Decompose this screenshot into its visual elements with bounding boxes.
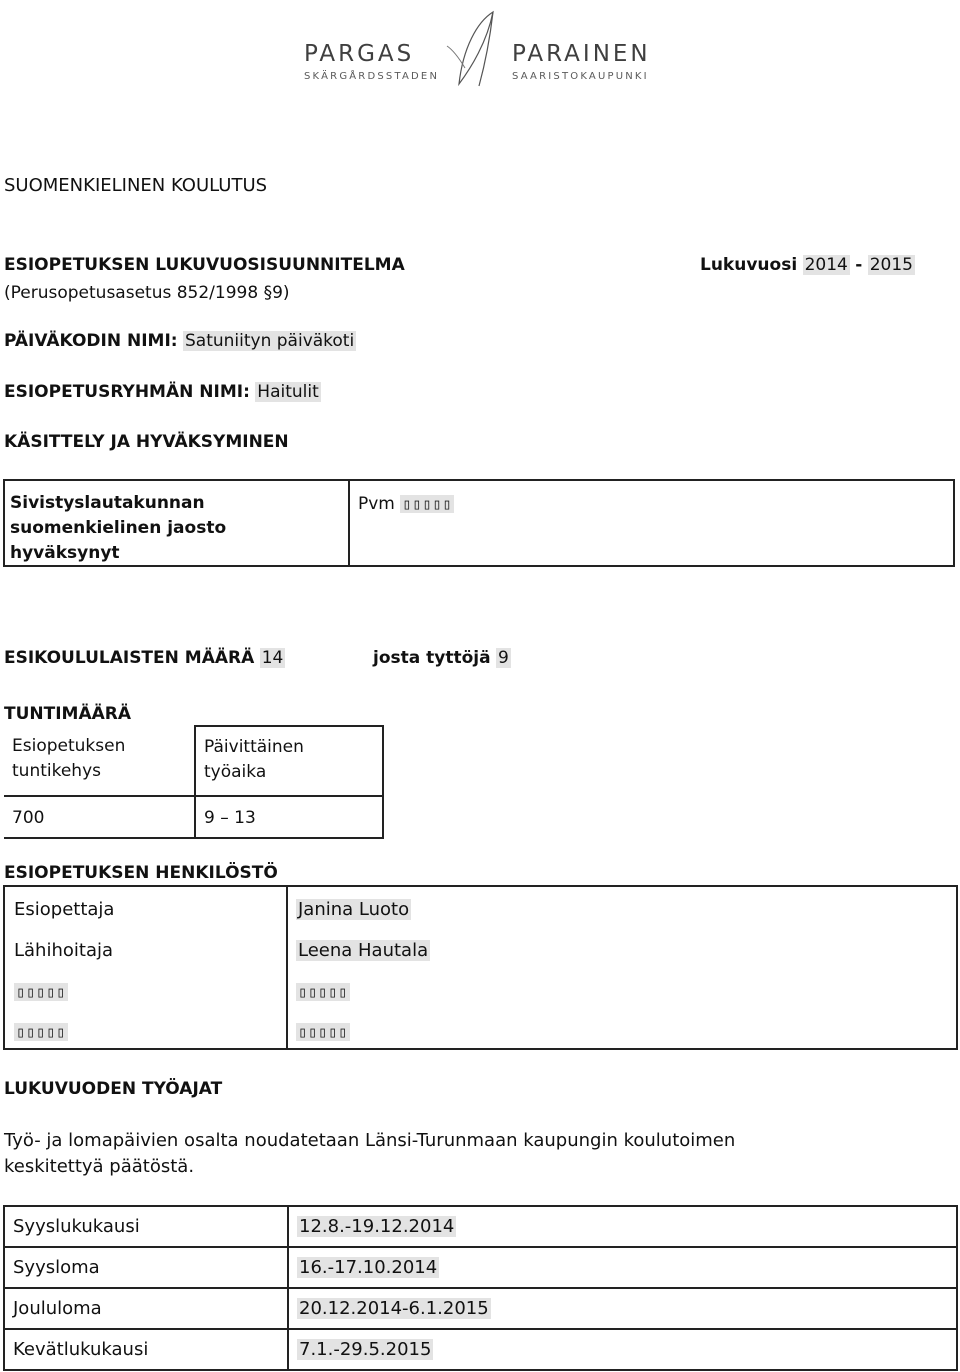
plan-title: ESIOPETUKSEN LUKUVUOSISUUNNITELMA [4,255,405,275]
hours-col1-header [4,726,195,796]
girls-label: josta tyttöjä [373,648,491,668]
hours-col1-header-line: tuntikehys [12,761,101,781]
logo-right-subtitle: SAARISTOKAUPUNKI [512,71,649,82]
school-year-label: Lukuvuosi [700,255,798,275]
period-value-text: 7.1.-29.5.2015 [299,1339,432,1360]
approval-body-line: Sivistyslautakunnan [10,493,205,513]
group-value: Haitulit [257,382,319,402]
table-row [4,1206,957,1247]
worktime-heading: LUKUVUODEN TYÖAJAT [4,1079,223,1099]
period-label: Joululoma [4,1288,288,1329]
pupils-field [4,647,285,669]
hours-col2-value: 9 – 13 [195,796,383,838]
worktime-text-line: keskitettyä päätöstä. [4,1156,195,1177]
school-year-start: 2014 [804,255,848,275]
hours-col1-header-line: Esiopetuksen [12,736,126,756]
period-value-text: 12.8.-19.12.2014 [299,1216,455,1237]
table-row [4,1288,957,1329]
staff-name [296,898,411,922]
staff-name-value: Leena Hautala [298,940,429,961]
staff-heading: ESIOPETUKSEN HENKILÖSTÖ [4,863,278,883]
logo-parainen [512,40,651,84]
hours-heading: TUNTIMÄÄRÄ [4,704,132,724]
staff-table [3,885,958,1050]
kindergarten-field [4,330,356,352]
period-label: Kevätlukukausi [4,1329,288,1370]
staff-name [296,939,430,963]
approval-date-label: Pvm [358,494,395,514]
pupils-label: ESIKOULULAISTEN MÄÄRÄ [4,648,255,668]
worktime-text [4,1128,735,1180]
period-value [288,1247,957,1288]
plan-reference: (Perusopetusasetus 852/1998 §9) [4,283,290,303]
staff-name-placeholder: ▯▯▯▯▯ [298,983,349,1001]
girls-count: 9 [498,648,509,668]
approval-body-cell [5,481,350,565]
approval-heading: KÄSITTELY JA HYVÄKSYMINEN [4,432,289,452]
table-row [4,1247,957,1288]
periods-table [3,1205,958,1371]
kindergarten-label: PÄIVÄKODIN NIMI: [4,331,178,351]
sail-logo-icon [435,8,515,90]
pupils-count: 14 [261,648,284,668]
approval-date-value: ▯▯▯▯▯ [402,495,453,513]
period-label: Syyslukukausi [4,1206,288,1247]
staff-name-placeholder: ▯▯▯▯▯ [298,1023,349,1041]
staff-name [296,1020,350,1044]
approval-body-line: hyväksynyt [10,543,120,563]
staff-role-placeholder: ▯▯▯▯▯ [16,983,67,1001]
group-label: ESIOPETUSRYHMÄN NIMI: [4,382,250,402]
logo-left-name: PARGAS [304,41,415,67]
period-value [288,1206,957,1247]
logo-pargas [304,40,440,84]
staff-name-value: Janina Luoto [298,899,410,920]
group-field [4,381,321,403]
hours-col2-header-line: työaika [204,762,267,782]
table-row [4,1329,957,1370]
approval-body-line: suomenkielinen jaosto [10,518,227,538]
staff-role: Esiopettaja [14,899,115,920]
staff-role [14,1020,68,1044]
logo-left-subtitle: SKÄRGÅRDSSTADEN [304,71,440,82]
kindergarten-value: Satuniityn päiväkoti [184,331,355,351]
school-year-separator: - [855,255,863,275]
school-year [700,254,915,276]
girls-field [373,647,511,669]
logo-right-name: PARAINEN [512,41,651,67]
staff-role [14,980,68,1004]
hours-table [4,725,384,839]
period-value [288,1288,957,1329]
period-value-text: 20.12.2014-6.1.2015 [299,1298,489,1319]
worktime-text-line: Työ- ja lomapäivien osalta noudatetaan Länsi-Turunmaan kaupungin koulutoimen [4,1130,736,1151]
school-year-end: 2015 [869,255,913,275]
approval-date-cell [350,481,462,565]
staff-table-divider [286,887,288,1048]
hours-col2-header [195,726,383,796]
hours-col1-value: 700 [4,796,195,838]
period-value [288,1329,957,1370]
period-value-text: 16.-17.10.2014 [299,1257,438,1278]
section-title: SUOMENKIELINEN KOULUTUS [4,175,268,196]
hours-col2-header-line: Päivittäinen [204,737,304,757]
staff-role: Lähihoitaja [14,940,114,961]
period-label: Syysloma [4,1247,288,1288]
approval-table [3,479,955,567]
staff-role-placeholder: ▯▯▯▯▯ [16,1023,67,1041]
staff-name [296,980,350,1004]
